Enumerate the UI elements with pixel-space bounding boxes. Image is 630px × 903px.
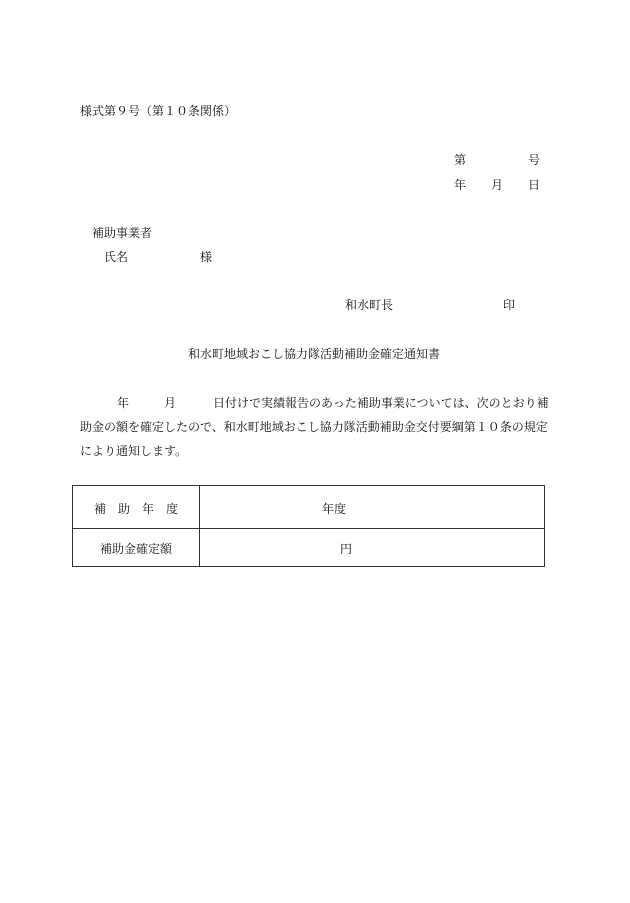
body-month: 月 [164, 396, 177, 410]
body-year: 年 [117, 396, 130, 410]
table-row-value-amount: 円 [340, 542, 353, 556]
recipient-honorific: 様 [200, 250, 213, 264]
form-number: 様式第９号（第１０条関係） [80, 104, 237, 118]
table-row-label-amount: 補助金確定額 [99, 542, 172, 556]
body-line2: 助金の額を確定したので、和水町地域おこし協力隊活動補助金交付要綱第１０条の規定 [80, 420, 548, 434]
body-line1: 日付けで実績報告のあった補助事業については、次のとおり補 [213, 396, 549, 410]
body-line3: により通知します。 [80, 444, 188, 458]
document-title: 和水町地域おこし協力隊活動補助金確定通知書 [188, 347, 441, 361]
issuer-title: 和水町長 [345, 298, 394, 312]
document-number-go: 号 [528, 153, 541, 167]
issuer-seal: 印 [503, 298, 516, 312]
table-row-label-year: 補 助 年 度 [93, 502, 178, 516]
document-number-dai: 第 [454, 153, 467, 167]
date-day: 日 [528, 178, 541, 192]
date-year: 年 [454, 178, 467, 192]
recipient-org-label: 補助事業者 [92, 226, 153, 240]
date-month: 月 [491, 178, 504, 192]
subsidy-table [72, 485, 545, 567]
table-row-value-year: 年度 [322, 502, 347, 516]
recipient-name-label: 氏名 [104, 250, 129, 264]
table-divider-horizontal [73, 528, 544, 529]
